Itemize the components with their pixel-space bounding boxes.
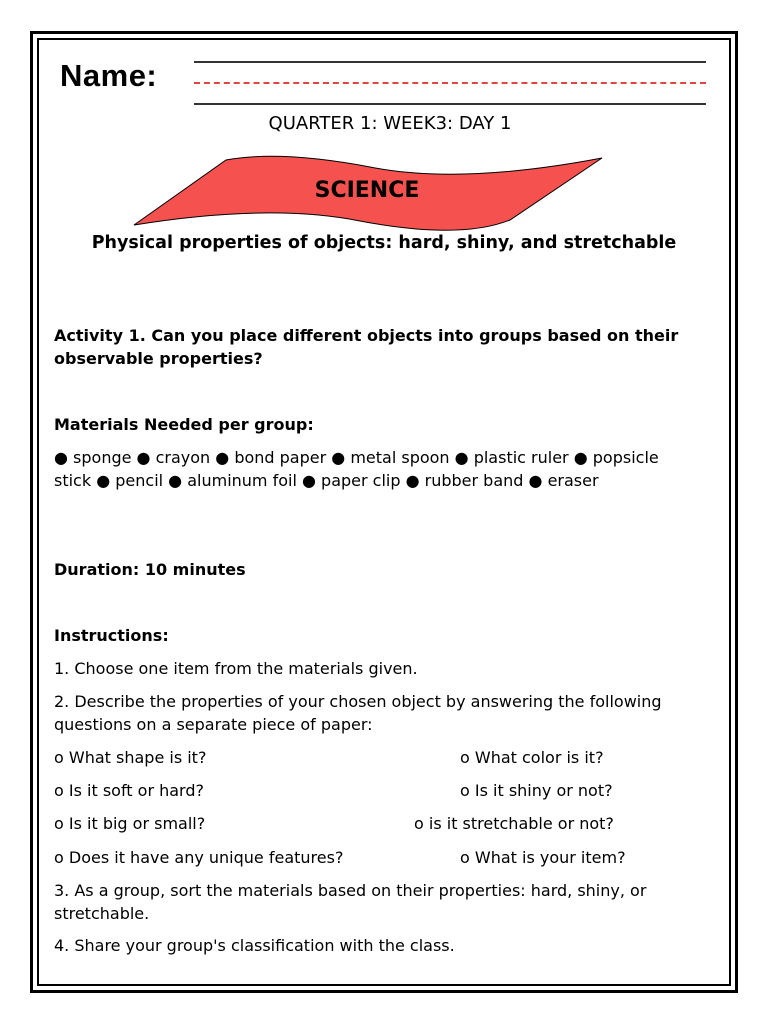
- question-shiny: o Is it shiny or not?: [460, 781, 613, 800]
- materials-list: ● sponge ● crayon ● bond paper ● metal spoon ● plastic ruler ● popsicle stick ● pencil ● aluminum foil ● paper clip ● rubber band ● eraser: [54, 448, 659, 490]
- question-shape: o What shape is it?: [54, 748, 207, 767]
- question-item: o What is your item?: [460, 848, 626, 867]
- instruction-step-1: 1. Choose one item from the materials given.: [54, 659, 418, 678]
- name-label: Name:: [60, 58, 158, 93]
- name-line-bottom: [194, 103, 706, 105]
- question-soft-hard: o Is it soft or hard?: [54, 781, 204, 800]
- quarter-week-day: QUARTER 1: WEEK3: DAY 1: [268, 113, 512, 134]
- question-stretchable: o is it stretchable or not?: [414, 814, 614, 833]
- question-color: o What color is it?: [460, 748, 604, 767]
- question-unique-features: o Does it have any unique features?: [54, 848, 344, 867]
- subject-title: SCIENCE: [314, 178, 420, 203]
- activity-title: Activity 1. Can you place different objects into groups based on their observable properties?: [54, 326, 679, 368]
- instructions-heading: Instructions:: [54, 626, 169, 645]
- name-writing-line[interactable]: [194, 82, 706, 84]
- name-line-top: [194, 61, 706, 63]
- duration: Duration: 10 minutes: [54, 560, 246, 579]
- instruction-step-4: 4. Share your group's classification with the class.: [54, 936, 455, 955]
- instruction-step-3: 3. As a group, sort the materials based on their properties: hard, shiny, or stretchable.: [54, 881, 647, 923]
- question-size: o Is it big or small?: [54, 814, 206, 833]
- lesson-title: Physical properties of objects: hard, shiny, and stretchable: [91, 233, 677, 253]
- instruction-step-2: 2. Describe the properties of your chosen object by answering the following questions on a separate piece of paper:: [54, 692, 662, 734]
- materials-heading: Materials Needed per group:: [54, 415, 314, 434]
